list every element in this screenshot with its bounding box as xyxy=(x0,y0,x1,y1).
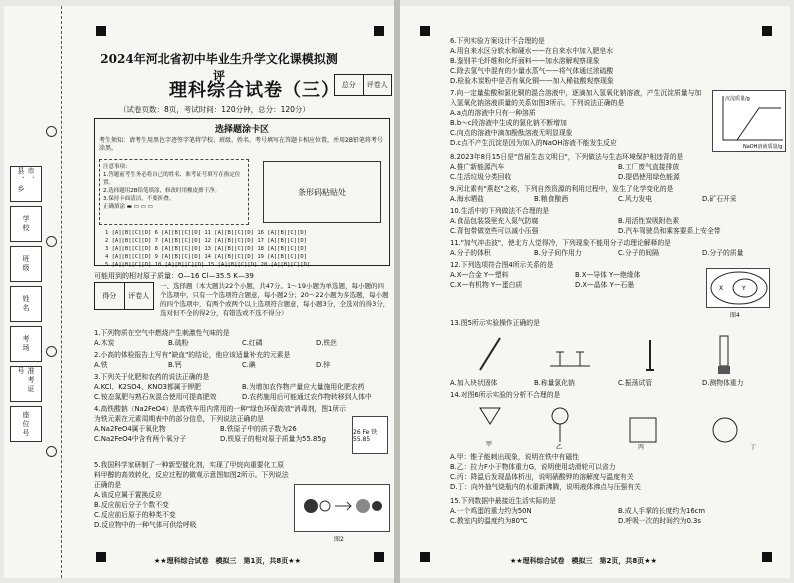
svg-text:X: X xyxy=(719,285,724,292)
barcode-area: 条形码粘贴处 xyxy=(263,161,381,223)
binding-hole xyxy=(46,236,57,247)
binding-hole xyxy=(46,446,57,457)
question-3 xyxy=(94,372,390,402)
fig6-part: 甲 xyxy=(486,441,493,448)
question-4 xyxy=(94,404,346,444)
option[interactable]: A.用自来水区分软水和硬水——在自来水中加入肥皂水 xyxy=(450,47,614,55)
question-7 xyxy=(450,88,706,148)
fill-label: 正确填涂 xyxy=(103,204,126,210)
option[interactable]: A.一个鸡蛋的重力约为50N xyxy=(450,507,532,515)
question-6 xyxy=(450,36,786,86)
molecule-diagram-icon xyxy=(295,484,389,532)
option[interactable]: C.生活垃圾分类回收 xyxy=(450,173,512,181)
question-5 xyxy=(94,460,290,530)
option[interactable]: A.Na2FeO4属于氧化物 xyxy=(94,425,166,433)
grader-score-label: 得分 xyxy=(95,283,125,309)
question-options xyxy=(94,338,390,348)
option[interactable]: A.食品包装袋里充入氮气防腐 xyxy=(450,217,539,225)
option[interactable]: C.向点的溶液中滴加酚酞溶液无明显现象 xyxy=(450,129,573,137)
question-options xyxy=(450,270,700,290)
question-options xyxy=(450,216,786,236)
question-stem: 9.河北素有"燕赵"之称，下列自然资源的利用过程中，发生了化学变化的是 xyxy=(450,185,674,193)
question-stem: 13.图5所示实验操作正确的是 xyxy=(450,319,540,327)
option[interactable]: A.加入块状固体 xyxy=(450,379,498,387)
option[interactable]: C.铵态氮肥与熟石灰混合使用可提高肥效 xyxy=(94,393,217,401)
side-field[interactable]: 座位号 xyxy=(10,406,42,442)
corner-mark xyxy=(762,26,772,36)
question-options xyxy=(94,360,390,370)
option[interactable]: C.背包带做宽些可以减小压强 xyxy=(450,227,539,235)
precipitate-graph-icon xyxy=(713,90,785,152)
question-stem: 5.我国科学家研制了一种新型催化剂，实现了甲烷向重要化工原料甲醇的高效转化，反应过程的微观示意图如图2所示。下列说法正确的是 xyxy=(94,461,289,489)
option[interactable]: D.测物体重力 xyxy=(702,379,744,387)
question-stem: 10.生活中的下列做法不合理的是 xyxy=(450,207,550,215)
experiments-icon xyxy=(460,402,770,450)
svg-text:NaOH溶液质量/g: NaOH溶液质量/g xyxy=(743,144,783,150)
option[interactable]: A.铁 xyxy=(94,361,108,369)
question-stem: 11."加气冲击波"，使北方人觉得冷，下列现象不能用分子动理论解释的是 xyxy=(450,239,671,247)
corner-mark xyxy=(96,26,106,36)
option[interactable]: C.反应前后原子的种类不变 xyxy=(94,511,176,519)
option[interactable]: C.红磷 xyxy=(242,339,263,347)
question-10 xyxy=(450,206,786,236)
option[interactable]: D.提倡使用绿色能源 xyxy=(618,173,680,181)
question-options xyxy=(450,194,786,204)
option[interactable]: C.碘 xyxy=(242,361,256,369)
option[interactable]: B.分子间作用力 xyxy=(534,249,582,257)
option[interactable]: A.该反应属于置换反应 xyxy=(94,491,162,499)
question-8 xyxy=(450,152,786,182)
option[interactable]: A.木炭 xyxy=(94,339,115,347)
question-stem: 7.向一定量盐酸和氯化铜的混合溶液中，逐滴加入氢氧化钠溶液，产生沉淀质量与加入氢氧化钠溶液质量的关系如图3所示。下列说法正确的是 xyxy=(450,89,702,107)
attention-line: 3.保持卡面清洁，不要折叠。 xyxy=(103,196,175,202)
option[interactable]: D.呼吸一次的时间约为0.3s xyxy=(618,517,701,525)
option[interactable]: B.反应前后分子个数不变 xyxy=(94,501,169,509)
corner-mark xyxy=(374,552,384,562)
option[interactable]: D.分子的质量 xyxy=(702,249,744,257)
corner-mark xyxy=(96,552,106,562)
page-one xyxy=(4,6,394,578)
card-note: 考生须知：请考生用黑色字迹签字笔将学校、班级、姓名、考号填写在答题卡相应位置，并用2B铅笔将考号涂黑。 xyxy=(99,137,383,152)
question-stem: 2.小高的体检报告上写有"缺血"的结论，他应该适量补充的元素是 xyxy=(94,351,291,359)
question-14 xyxy=(450,390,786,400)
figure-5-operations xyxy=(460,330,770,376)
answer-card xyxy=(94,118,390,266)
option[interactable]: C.除去氢气中混有的少量水蒸气——将气体通过浓硫酸 xyxy=(450,67,614,75)
side-field[interactable]: 考场 xyxy=(10,326,42,362)
svg-text:Y: Y xyxy=(742,285,746,292)
option[interactable]: D.丁：向外抽气烧瓶内的水重新沸腾，说明液体沸点与压强有关 xyxy=(450,483,641,491)
question-9 xyxy=(450,184,786,204)
atomic-mass-line: 可能用到的相对原子质量：O—16 Cl—35.5 K—39 xyxy=(94,272,254,280)
question-1 xyxy=(94,328,390,348)
nested-sets-icon xyxy=(707,268,769,308)
option[interactable]: B.乙：拉力F小于物体重力G，说明使用动滑轮可以省力 xyxy=(450,463,616,471)
option[interactable]: D.矿石开采 xyxy=(702,195,737,203)
question-13-options xyxy=(450,378,786,388)
question-stem: 1.下列物质在空气中燃烧产生刺激性气味的是 xyxy=(94,329,230,337)
answer-row[interactable]: 1 [A][B][C][D] 6 [A][B][C][D] 11 [A][B][C][D] 16 [A][B][C][D] xyxy=(105,230,307,236)
paper-title: 理科综合试卷（三） xyxy=(169,80,340,101)
figure-4-venn xyxy=(706,268,770,308)
option[interactable]: D.锌 xyxy=(316,361,331,369)
attention-line: 1.答题前考生务必将自己的姓名、准考证号填写在指定位置。 xyxy=(103,172,241,186)
section-header xyxy=(94,282,390,318)
answer-row[interactable]: 3 [A][B][C][D] 8 [A][B][C][D] 13 [A][B][C][D] 18 [A][B][C][D] xyxy=(105,246,307,252)
fig6-part: 丙 xyxy=(638,444,645,450)
card-title: 选择题涂卡区 xyxy=(214,125,269,135)
option[interactable]: B.鉴别羊毛纤维和化纤面料——加水溶解观察现象 xyxy=(450,57,600,65)
binding-hole xyxy=(46,346,57,357)
option[interactable]: B.硫粉 xyxy=(168,339,189,347)
question-2 xyxy=(94,350,390,370)
answer-bubble-grid[interactable] xyxy=(105,229,310,269)
answer-row[interactable]: 4 [A][B][C][D] 9 [A][B][C][D] 14 [A][B][C][D] 19 [A][B][C][D] xyxy=(105,254,307,260)
figure-3-graph xyxy=(712,90,786,152)
question-options xyxy=(94,490,290,530)
answer-row[interactable]: 2 [A][B][C][D] 7 [A][B][C][D] 12 [A][B][C][D] 17 [A][B][C][D] xyxy=(105,238,307,244)
score-label: 总分 xyxy=(335,75,364,95)
option[interactable]: D.反应物中的一种气体可供给呼吸 xyxy=(94,521,197,529)
question-stem: 12.下列选项符合图4所示关系的是 xyxy=(450,261,554,269)
option[interactable]: D.检验木炭粉中是否有氧化铜——加入稀盐酸观察现象 xyxy=(450,77,614,85)
lab-operations-icon xyxy=(460,330,770,376)
fig6-part: 丁 xyxy=(750,444,757,450)
page-footer: ★★理科综合试卷 模拟三 第2页，共8页★★ xyxy=(510,557,657,565)
question-stem: 8.2023年8月15日是"首届生态文明日"，下列做法与生态环境保护相违背的是 xyxy=(450,153,684,161)
section-instructions: 一、选择题（本大题共22个小题，共47分。1～19小题为单选题，每小题的四个选项中，只有一个选项符合题意，每小题2分；20～22小题为多选题，每小题的四个选项中，有两个或两个以上选项符合题意，每小题3分，全选对的得3分，选对但不全的得2分，有错选或不选不得分） xyxy=(160,282,390,317)
question-stem: 4.高铁酸钠（Na2FeO4）是高铁车用内常用的一种"绿色环保高效"消毒剂，图1所示为铁元素在元素周期表中的部分信息，下列说法正确的是 xyxy=(94,405,346,423)
side-field[interactable]: 学校 xyxy=(10,206,42,242)
option[interactable]: B.成人手掌的长度约为16cm xyxy=(618,507,706,515)
side-field[interactable]: 准考证号 xyxy=(10,366,42,402)
option[interactable]: A.KCl、K2SO4、KNO3都属于钾肥 xyxy=(94,383,201,391)
figure-2-label: 图2 xyxy=(334,536,344,543)
figure-6-experiments xyxy=(460,402,770,450)
corner-mark xyxy=(762,552,772,562)
option[interactable]: C.风力发电 xyxy=(618,195,653,203)
page-footer: ★★理科综合试卷 模拟三 第1页，共8页★★ xyxy=(154,557,301,565)
option[interactable]: A.分子的体积 xyxy=(450,249,491,257)
option[interactable]: B.称量氯化钠 xyxy=(534,379,575,387)
figure-2-reaction-diagram xyxy=(294,484,390,532)
corner-mark xyxy=(420,26,430,36)
question-options xyxy=(450,506,786,526)
option[interactable]: C.X—有机物 Y—蛋白质 xyxy=(450,281,523,289)
option[interactable]: B.X—导体 Y—绝缘体 xyxy=(575,271,641,279)
option[interactable]: D.X—晶体 Y—石墨 xyxy=(575,281,635,289)
side-field[interactable]: 班级 xyxy=(10,246,42,282)
grader-box xyxy=(94,282,154,310)
attention-line: 2.选择题用2B铅笔填涂，修改时用橡皮擦干净。 xyxy=(103,188,221,194)
option[interactable]: D.铁原子的相对原子质量为55.85g xyxy=(220,435,326,443)
question-12 xyxy=(450,260,700,290)
question-options xyxy=(450,378,786,388)
attention-title: 注意事项： xyxy=(103,164,131,170)
option[interactable]: A.a点的溶液中只有一种溶质 xyxy=(450,109,536,117)
option[interactable]: B.用活性炭吸附色素 xyxy=(618,217,680,225)
option[interactable]: A.X—合金 Y—塑料 xyxy=(450,271,509,279)
figure-1-element-tile: 26 Fe 铁 55.85 xyxy=(352,416,388,454)
option[interactable]: B.b～c段溶液中生成的氯化钠不断增加 xyxy=(450,119,567,127)
fig6-part: 乙 xyxy=(556,444,563,450)
option[interactable]: B.为增加农作物产量应大量施用化肥农药 xyxy=(242,383,365,391)
answer-row[interactable]: 5 [A][B][C][D] 10 [A][B][C][D] 15 [A][B][C][D] 20 [A][B][C][D] xyxy=(105,262,311,268)
figure-4-label: 图4 xyxy=(730,312,740,319)
option[interactable]: C.振荡试管 xyxy=(618,379,653,387)
question-options xyxy=(450,162,786,182)
question-13 xyxy=(450,318,786,328)
option[interactable]: C.分子的间隔 xyxy=(618,249,659,257)
question-stem: 15.下列数据中最接近生活实际的是 xyxy=(450,497,556,505)
grader-label: 评卷人 xyxy=(366,81,388,89)
option[interactable]: C.丙：降温后发现晶体析出，说明硝酸钾的溶解度与温度有关 xyxy=(450,473,634,481)
question-11 xyxy=(450,238,786,258)
option[interactable]: C.教室内的温度约为80℃ xyxy=(450,517,528,525)
option[interactable]: A.海水晒盐 xyxy=(450,195,484,203)
question-options xyxy=(450,248,786,258)
corner-mark xyxy=(374,26,384,36)
fill-example: 正确填涂 ▬ ▭ ▭ ▭ xyxy=(103,204,153,210)
question-stem: 14.对图6所示实验的分析不合理的是 xyxy=(450,391,561,399)
question-stem: 3.下列关于化肥和农药的说法正确的是 xyxy=(94,373,210,381)
exam-header: 2024年河北省初中毕业生升学文化课模拟测评 xyxy=(100,52,338,83)
score-box xyxy=(334,74,392,96)
option[interactable]: A.推广新能源汽车 xyxy=(450,163,505,171)
option[interactable]: B.钙 xyxy=(168,361,182,369)
option[interactable]: B.工厂废气直接排放 xyxy=(618,163,680,171)
corner-mark xyxy=(420,552,430,562)
option[interactable]: B.粮食酿酒 xyxy=(534,195,569,203)
binding-strip xyxy=(4,6,62,578)
question-stem: 6.下列实验方案设计不合理的是 xyxy=(450,37,545,45)
attention-box xyxy=(99,159,249,225)
question-options xyxy=(94,382,390,402)
option[interactable]: D.c点不产生沉淀是因为加入的NaOH溶液不能发生反应 xyxy=(450,139,617,147)
option[interactable]: D.铁丝 xyxy=(316,339,337,347)
binding-hole xyxy=(46,126,57,137)
page-two xyxy=(400,6,790,578)
option[interactable]: B.铁原子中的质子数为26 xyxy=(220,425,297,433)
option[interactable]: A.甲：锥子能刺出现象，说明在铁中有磁性 xyxy=(450,453,580,461)
side-field[interactable]: 姓名 xyxy=(10,286,42,322)
question-14-options xyxy=(450,452,786,492)
option[interactable]: D.农药施用后可能通过农作物转移到人体中 xyxy=(242,393,372,401)
question-options xyxy=(94,424,346,444)
option[interactable]: D.汽车驾驶员和乘客要系上安全带 xyxy=(618,227,721,235)
grader-name-label: 评卷人 xyxy=(128,292,150,300)
svg-text:沉淀质量/g: 沉淀质量/g xyxy=(725,96,750,102)
exam-info: （试卷页数：8页，考试时间：120分钟，总分：120分） xyxy=(119,105,310,114)
side-field[interactable]: 市、县、乡 xyxy=(10,166,42,202)
option[interactable]: C.Na2FeO4中含有两个氧分子 xyxy=(94,435,187,443)
question-15 xyxy=(450,496,786,526)
